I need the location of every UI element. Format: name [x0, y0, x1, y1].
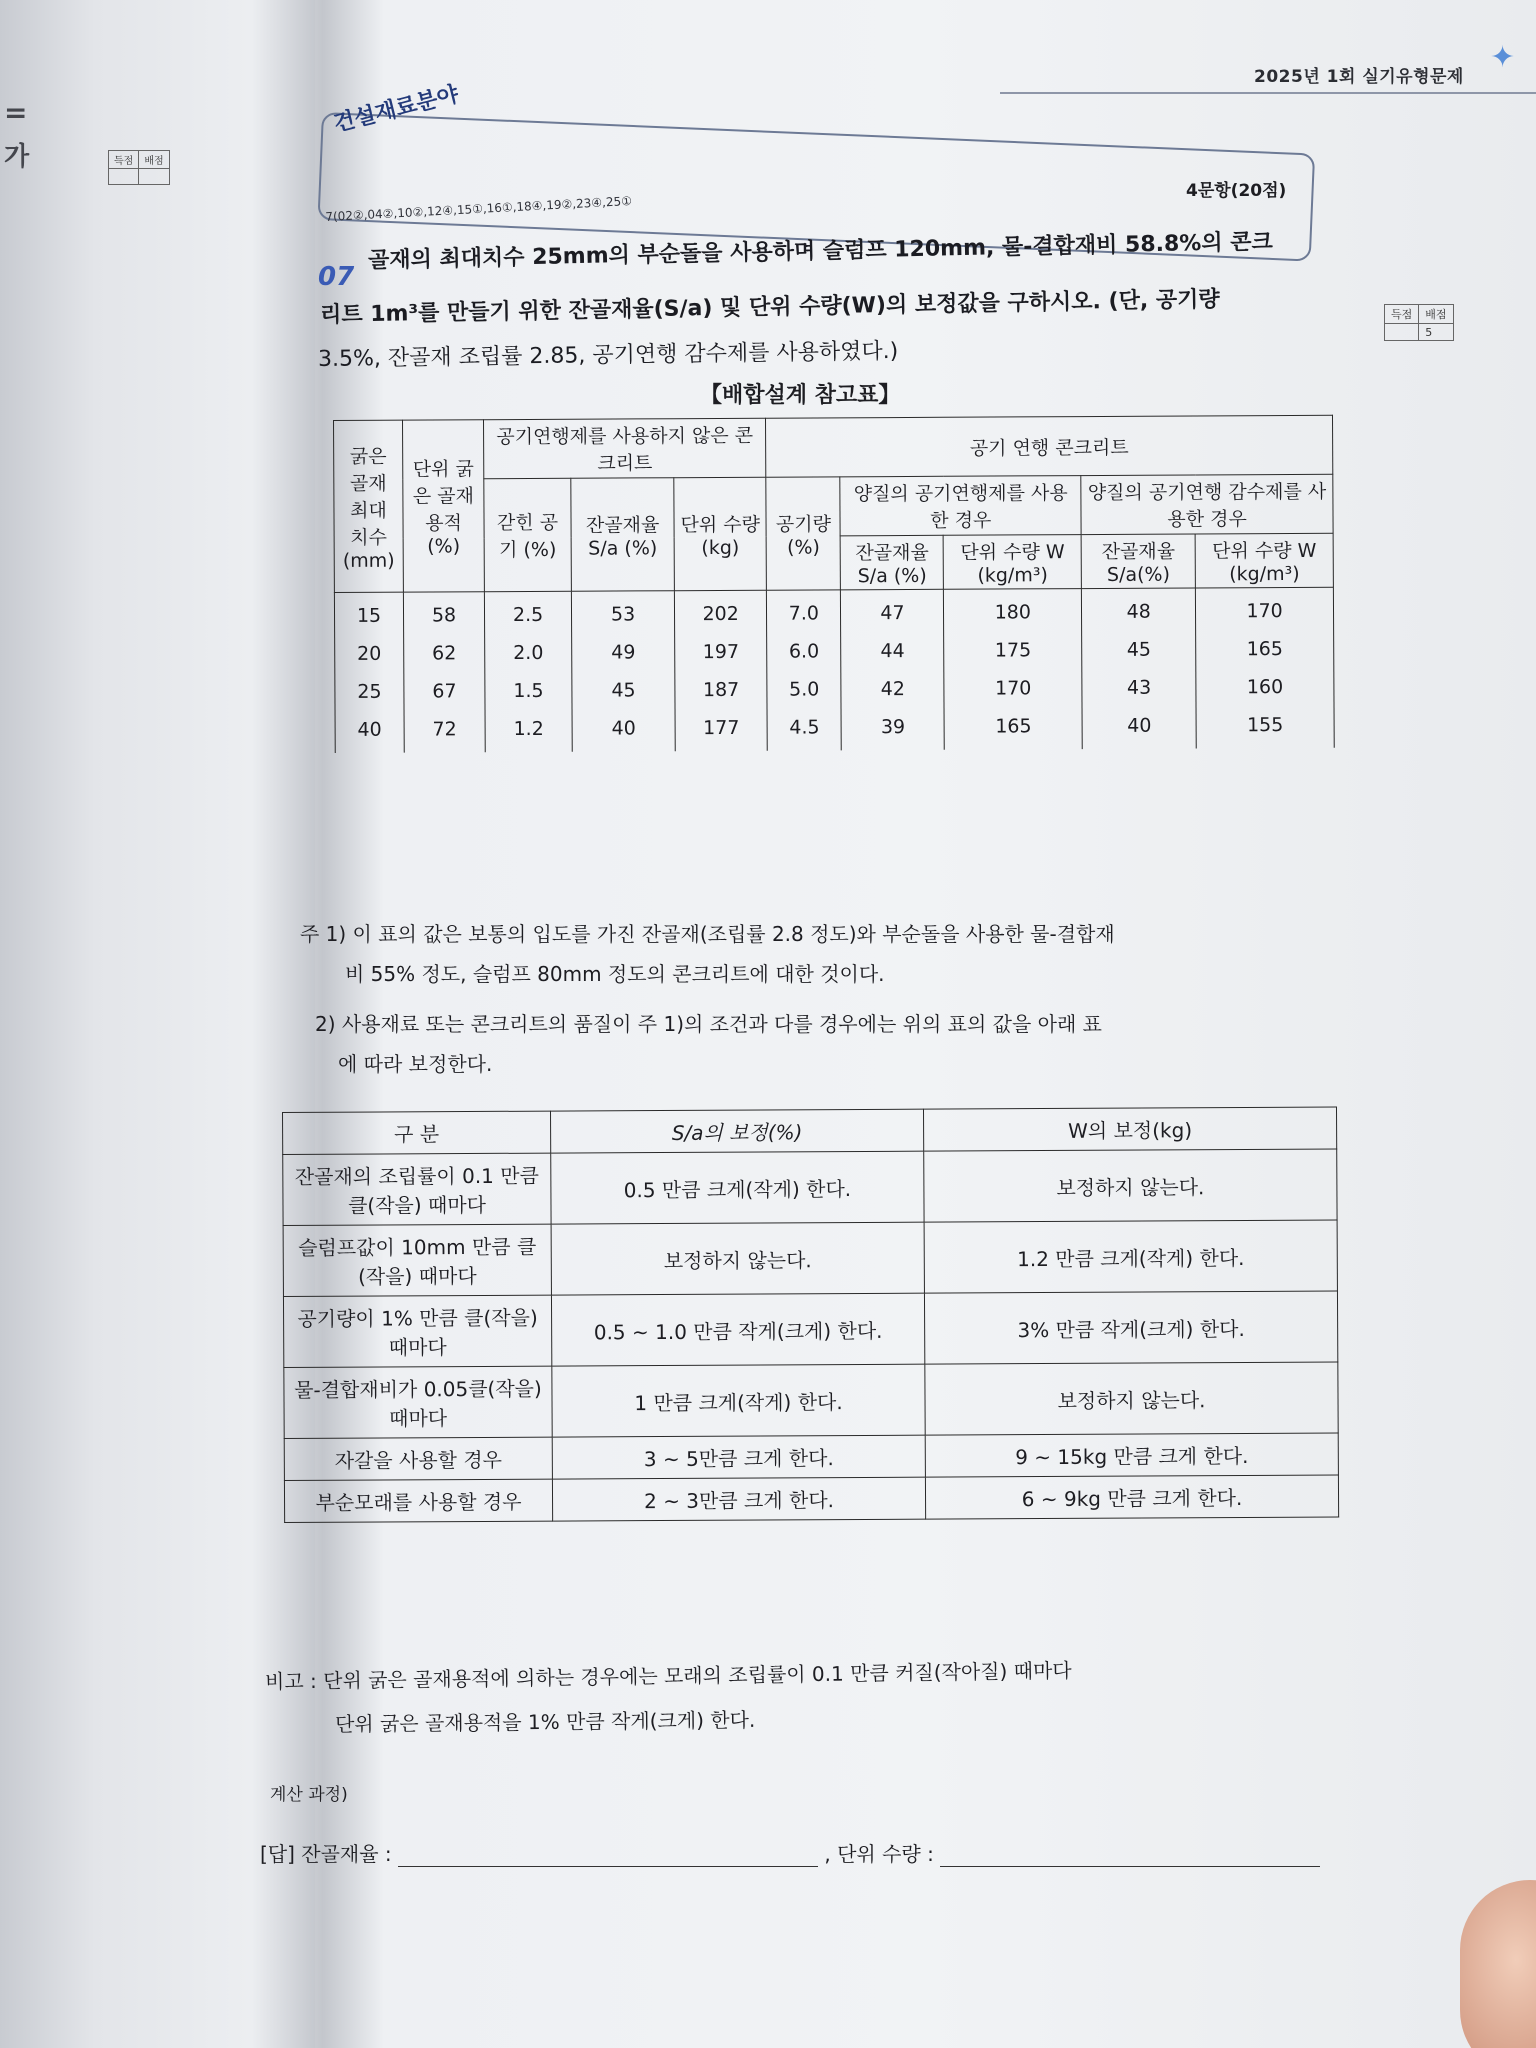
correction-row: 자갈을 사용할 경우 3 ~ 5만큼 크게 한다. 9 ~ 15kg 만큼 크게 한다. — [284, 1433, 1338, 1481]
header-coarse-volume: 단위 굵은 골재 용적 (%) — [403, 420, 485, 592]
correction-header: W의 보정(kg) — [923, 1107, 1336, 1151]
header-ae-w: 단위 수량 W (kg/m³) — [944, 535, 1082, 590]
header-max-size: 굵은 골재 최대 치수 (mm) — [334, 420, 404, 592]
remark-line: 비고 : 단위 굵은 골재용적에 의하는 경우에는 모래의 조립률이 0.1 만큼 커질(작아질) 때마다 — [264, 1658, 1072, 1694]
header-ae-agent: 양질의 공기연행제를 사용한 경우 — [840, 476, 1081, 536]
col-ae-w: 180 175 170 165 — [944, 589, 1083, 750]
col-sa: 53 49 45 40 — [571, 591, 675, 752]
exam-history: 7(02②,04②,10②,12④,15①,16①,18④,19②,23④,25① — [325, 193, 633, 224]
note-1: 비 55% 정도, 슬럼프 80mm 정도의 콘크리트에 대한 것이다. — [345, 962, 885, 986]
correction-row: 슬럼프값이 10mm 만큼 클(작을) 때마다 보정하지 않는다. 1.2 만큼 크게(작게) 한다. — [283, 1220, 1337, 1297]
correction-table — [282, 1106, 1339, 1523]
col-wr-w: 170 165 160 155 — [1196, 587, 1335, 748]
header-air: 공기량 (%) — [766, 477, 841, 590]
correction-header: S/a의 보정(%) — [550, 1109, 923, 1153]
score-label: 득점 — [109, 151, 139, 169]
finger — [1460, 1880, 1536, 2048]
correction-row: 공기량이 1% 만큼 클(작을) 때마다 0.5 ~ 1.0 만큼 작게(크게) 한다. 3% 만큼 작게(크게) 한다. — [283, 1291, 1337, 1368]
left-page-fragment: 가 — [4, 142, 30, 172]
col-air: 7.0 6.0 5.0 4.5 — [767, 590, 842, 751]
left-page-fragment: = — [4, 96, 28, 129]
remark-line: 단위 굵은 골재용적을 1% 만큼 작게(크게) 한다. — [334, 1707, 756, 1737]
section-title: 건설재료분야 — [331, 82, 461, 138]
score-label: 배점 — [139, 151, 169, 169]
col-unit-water: 202 197 187 177 — [675, 590, 768, 751]
mix-table-title: 【배합설계 참고표】 — [700, 383, 901, 408]
header-entrapped-air: 갇힌 공기 (%) — [484, 478, 572, 591]
note-2: 에 따라 보정한다. — [338, 1052, 493, 1076]
correction-header: 구 분 — [283, 1111, 551, 1154]
unit-water-label: , 단위 수량 : — [824, 1842, 934, 1866]
mix-design-table — [333, 415, 1335, 753]
page-header: 2025년 1회 실기유형문제 — [1254, 67, 1464, 87]
answer-prefix: [답] 잔골재율 : — [260, 1842, 392, 1866]
question-line: 골재의 최대치수 25mm의 부순돌을 사용하며 슬럼프 120mm, 물-결합재비 58.8%의 콘크 — [367, 229, 1274, 274]
header-non-ae: 공기연행제를 사용하지 않은 콘크리트 — [484, 418, 767, 478]
score-label: 득점 — [1385, 305, 1419, 324]
header-wr-w: 단위 수량 W (kg/m³) — [1195, 533, 1333, 588]
calc-label: 계산 과정) — [270, 1785, 348, 1805]
header-ae-sa: 잔골재율 S/a (%) — [841, 535, 944, 590]
sa-answer-field[interactable] — [398, 1866, 818, 1867]
header-sa: 잔골재율 S/a (%) — [571, 478, 675, 592]
note-1: 주 1) 이 표의 값은 보통의 입도를 가진 잔골재(조립률 2.8 정도)와 부순돌을 사용한 물-결합재 — [300, 922, 1115, 946]
col-coarse-volume: 58 62 67 72 — [403, 592, 485, 753]
answer-line — [260, 1838, 1320, 1867]
left-page — [0, 0, 315, 2048]
col-ae-sa: 47 44 42 39 — [841, 589, 945, 750]
header-wr-sa: 잔골재율 S/a(%) — [1081, 534, 1195, 589]
mix-table-data — [334, 587, 1334, 753]
correction-row: 잔골재의 조립률이 0.1 만큼 클(작을) 때마다 0.5 만큼 크게(작게) 한다. 보정하지 않는다. — [283, 1149, 1337, 1226]
question-number: 07 — [318, 262, 355, 292]
score-label: 배점 — [1419, 305, 1453, 324]
col-wr-sa: 48 45 43 40 — [1082, 588, 1197, 749]
score-box — [1384, 304, 1454, 341]
header-rule — [1000, 92, 1536, 94]
question-line: 3.5%, 잔골재 조립률 2.85, 공기연행 감수제를 사용하였다.) — [317, 338, 899, 373]
left-score-box — [108, 150, 170, 185]
note-2: 2) 사용재료 또는 콘크리트의 품질이 주 1)의 조건과 다를 경우에는 위의 표의 값을 아래 표 — [315, 1012, 1102, 1036]
header-ae: 공기 연행 콘크리트 — [766, 415, 1333, 477]
header-unit-water: 단위 수량 (kg) — [674, 477, 767, 590]
correction-row: 부순모래를 사용할 경우 2 ~ 3만큼 크게 한다. 6 ~ 9kg 만큼 크게 한다. — [284, 1475, 1338, 1523]
col-max-size: 15 20 25 40 — [334, 592, 404, 753]
score-value: 5 — [1419, 324, 1453, 341]
correction-row: 물-결합재비가 0.05클(작을) 때마다 1 만큼 크게(작게) 한다. 보정하지 않는다. — [284, 1362, 1338, 1439]
question-line: 리트 1m³를 만들기 위한 잔골재율(S/a) 및 단위 수량(W)의 보정값을 구하시오. (단, 공기량 — [319, 287, 1220, 328]
star-icon: ✦ — [1490, 40, 1516, 75]
col-entrapped-air: 2.5 2.0 1.5 1.2 — [484, 591, 572, 752]
points-label: 4문항(20점) — [1186, 181, 1287, 201]
header-ae-wr: 양질의 공기연행 감수제를 사용한 경우 — [1081, 474, 1333, 534]
unit-water-answer-field[interactable] — [940, 1866, 1320, 1867]
